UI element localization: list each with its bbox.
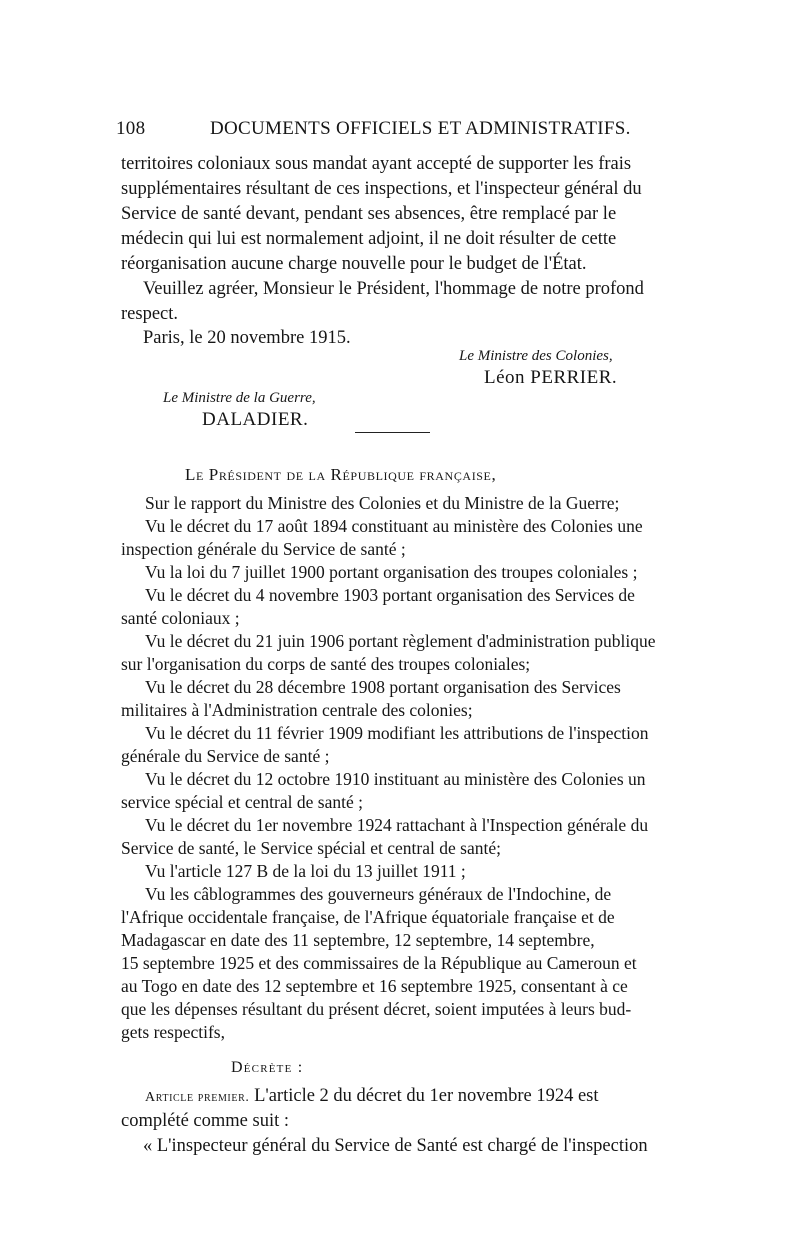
- visa-line: Service de santé, le Service spécial et central de santé;: [121, 838, 501, 858]
- visa-line: service spécial et central de santé ;: [121, 792, 363, 812]
- article-first-line: [145, 1084, 599, 1110]
- paragraph-line: Veuillez agréer, Monsieur le Président, l'hommage de notre profond: [143, 279, 644, 299]
- signature-name-colonies: Léon PERRIER.: [484, 367, 618, 388]
- visa-line: Vu le décret du 12 octobre 1910 instituant au ministère des Colonies un: [145, 769, 646, 789]
- visa-line: Sur le rapport du Ministre des Colonies et du Ministre de la Guerre;: [145, 493, 620, 513]
- visa-line: Vu les câblogrammes des gouverneurs généraux de l'Indochine, de: [145, 884, 612, 904]
- signature-title-guerre: Le Ministre de la Guerre,: [163, 390, 316, 406]
- visa-line: inspection générale du Service de santé ;: [121, 539, 406, 559]
- article-label: Article premier.: [145, 1090, 250, 1105]
- visa-line: l'Afrique occidentale française, de l'Afrique équatoriale française et de: [121, 907, 615, 927]
- visa-line: que les dépenses résultant du présent décret, soient imputées à leurs bud-: [121, 999, 632, 1019]
- running-title: DOCUMENTS OFFICIELS ET ADMINISTRATIFS.: [210, 118, 631, 139]
- decree-heading: Le Président de la République française,: [185, 465, 497, 484]
- visa-line: sur l'organisation du corps de santé des troupes coloniales;: [121, 654, 531, 674]
- visa-line: gets respectifs,: [121, 1022, 225, 1042]
- visa-line: Vu le décret du 4 novembre 1903 portant organisation des Services de: [145, 585, 635, 605]
- paragraph-line: respect.: [121, 304, 179, 324]
- visa-line: Vu le décret du 17 août 1894 constituant au ministère des Colonies une: [145, 516, 643, 536]
- signature-title-colonies: Le Ministre des Colonies,: [459, 348, 613, 364]
- article-text: complété comme suit :: [121, 1111, 289, 1131]
- signature-name-guerre: DALADIER.: [202, 409, 309, 430]
- separator-rule: [355, 432, 430, 433]
- visa-line: Madagascar en date des 11 septembre, 12 septembre, 14 septembre,: [121, 930, 595, 950]
- visa-line: 15 septembre 1925 et des commissaires de la République au Cameroun et: [121, 953, 637, 973]
- paragraph-line: réorganisation aucune charge nouvelle pour le budget de l'État.: [121, 254, 587, 274]
- visa-line: Vu le décret du 28 décembre 1908 portant organisation des Services: [145, 677, 621, 697]
- visa-line: Vu l'article 127 B de la loi du 13 juillet 1911 ;: [145, 861, 466, 881]
- visa-line: au Togo en date des 12 septembre et 16 septembre 1925, consentant à ce: [121, 976, 628, 996]
- visa-line: Vu le décret du 11 février 1909 modifiant les attributions de l'inspection: [145, 723, 649, 743]
- paragraph-line: supplémentaires résultant de ces inspections, et l'inspecteur général du: [121, 179, 642, 199]
- page-header: [116, 118, 676, 142]
- article-text: « L'inspecteur général du Service de Santé est chargé de l'inspection: [143, 1136, 648, 1156]
- paragraph-line: Service de santé devant, pendant ses absences, être remplacé par le: [121, 204, 617, 224]
- article-text: L'article 2 du décret du 1er novembre 1924 est: [254, 1086, 599, 1106]
- paragraph-line: médecin qui lui est normalement adjoint, il ne doit résulter de cette: [121, 229, 617, 249]
- visa-line: Vu la loi du 7 juillet 1900 portant organisation des troupes coloniales ;: [145, 562, 638, 582]
- visa-line: Vu le décret du 21 juin 1906 portant règlement d'administration publique: [145, 631, 656, 651]
- decrete-heading: Décrète :: [231, 1059, 304, 1076]
- visa-line: militaires à l'Administration centrale des colonies;: [121, 700, 473, 720]
- paragraph-line: territoires coloniaux sous mandat ayant accepté de supporter les frais: [121, 154, 632, 174]
- visa-line: santé coloniaux ;: [121, 608, 240, 628]
- visa-line: générale du Service de santé ;: [121, 746, 330, 766]
- visa-line: Vu le décret du 1er novembre 1924 rattachant à l'Inspection générale du: [145, 815, 649, 835]
- date-line: Paris, le 20 novembre 1915.: [143, 328, 351, 348]
- page-number: 108: [116, 118, 146, 139]
